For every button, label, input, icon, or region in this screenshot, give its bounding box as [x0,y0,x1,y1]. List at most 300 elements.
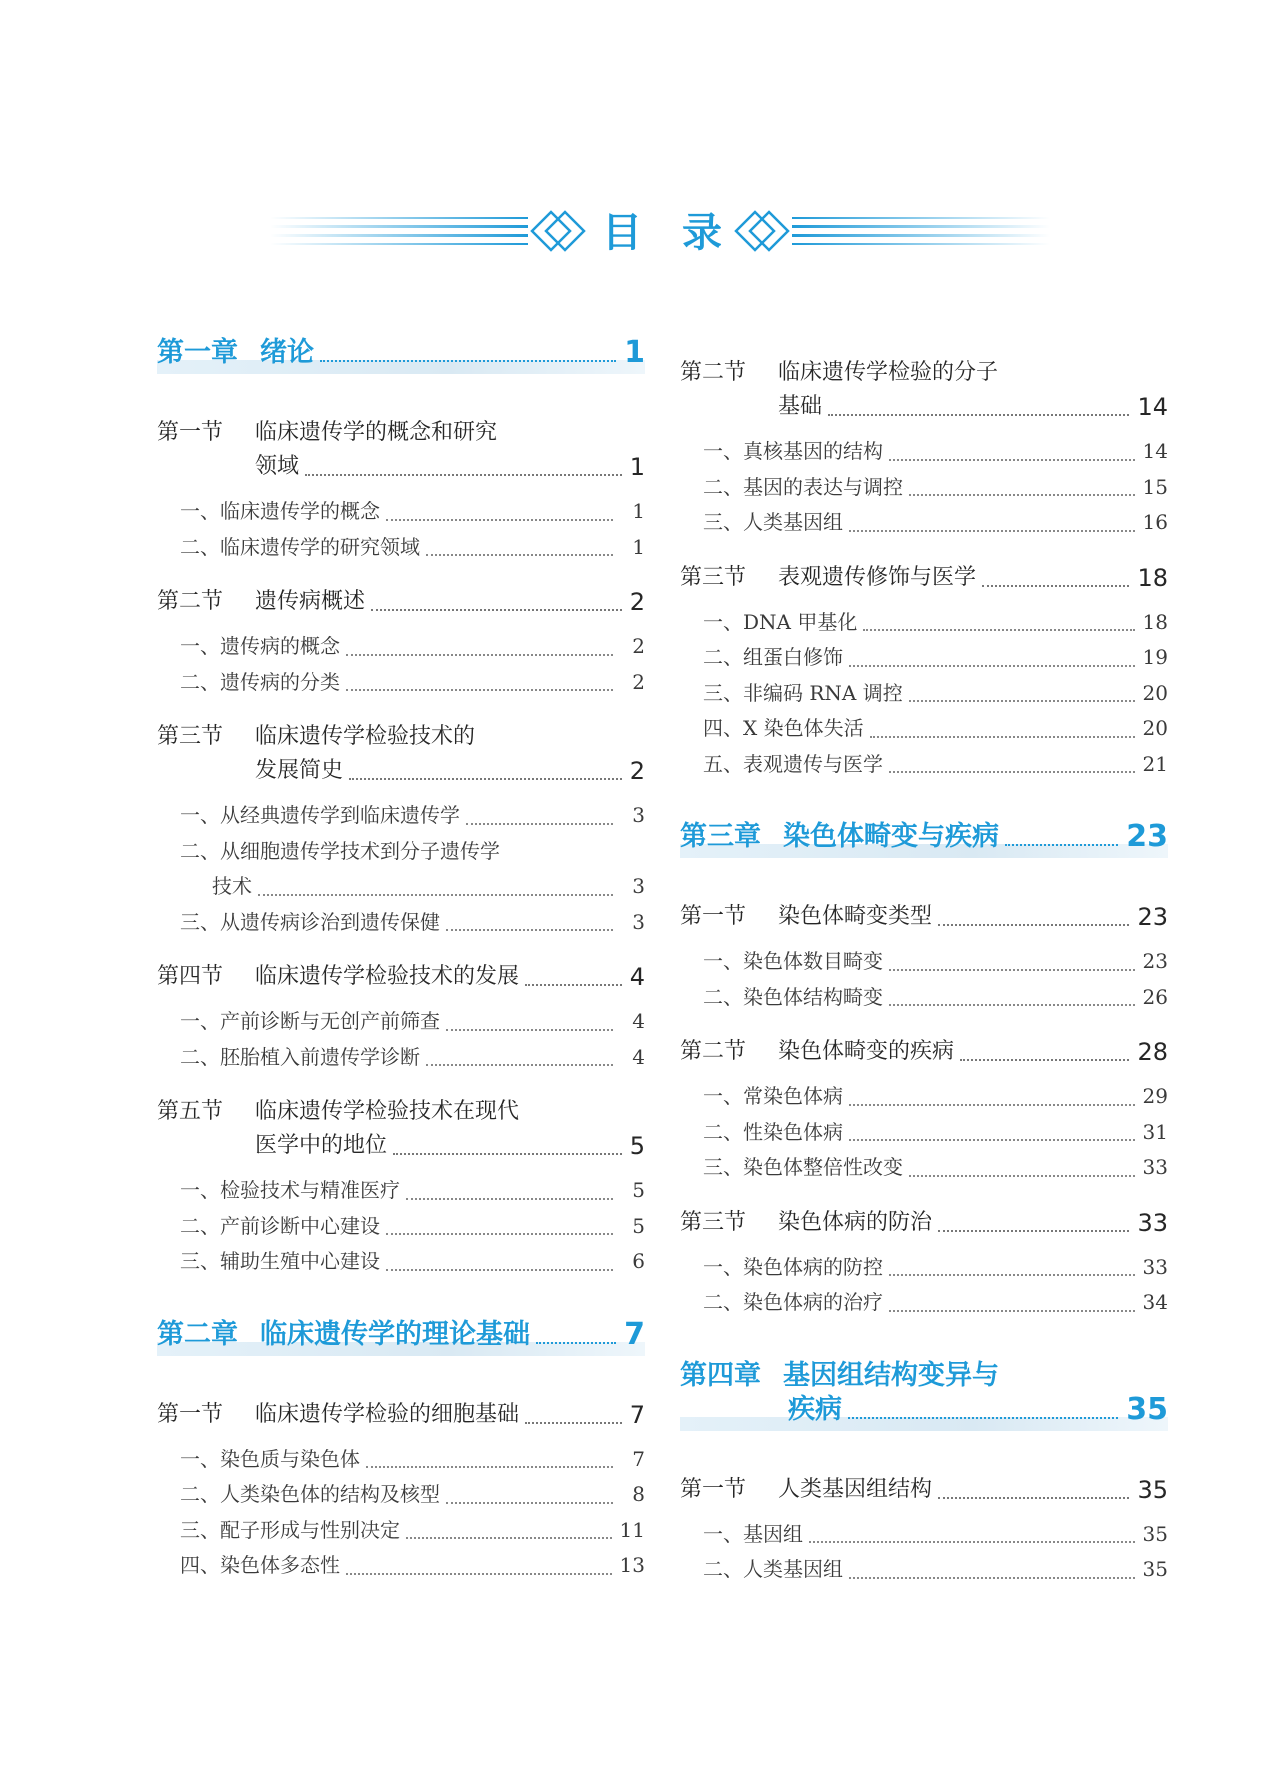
section-title [680,900,932,934]
section-number: 第一节 [157,420,224,445]
section-title [680,1473,932,1507]
subsection-row [703,1150,1168,1186]
subsection-entry[interactable] [703,1115,1168,1151]
chapter-title [788,1393,842,1427]
toc-left-column [157,336,645,1584]
dot-leader [889,771,1135,773]
subsection-entry[interactable] [180,1477,645,1513]
subsection-row [180,530,645,566]
section-entry [680,1473,1168,1507]
page-number: 7 [624,1316,645,1352]
chapter-title [680,820,999,854]
chapter-number: 第三章 [680,821,761,852]
subsection-entry[interactable] [180,494,645,530]
dot-leader [305,474,622,476]
subsection-entry[interactable] [703,505,1168,541]
subsection-title: 二、遗传病的分类 [180,669,340,694]
dot-leader [938,1230,1129,1232]
section-number: 第三节 [680,1209,747,1235]
subsection-entry[interactable] [180,798,645,834]
subsection-row [180,1548,645,1584]
dot-leader [889,1274,1135,1276]
dot-leader [446,929,613,931]
dot-leader [346,689,613,691]
subsection-row [703,1517,1168,1553]
subsection-title-line: 二、从细胞遗传学技术到分子遗传学 [180,838,500,863]
section-entry [680,390,1168,424]
dot-leader [870,736,1135,738]
page-number: 11 [619,1517,645,1542]
dot-leader [426,1064,613,1066]
subsection-entry[interactable] [180,530,645,566]
subsection-entry[interactable] [180,629,645,665]
dot-leader [889,1004,1135,1006]
page-number: 2 [629,588,645,616]
subsection-title: 二、人类染色体的结构及核型 [180,1482,440,1506]
subsection-title: 二、胚胎植入前遗传学诊断 [180,1044,420,1069]
subsection-list [680,1079,1168,1186]
section-title: 临床遗传学检验技术在现代 [255,1099,520,1124]
subsection-entry[interactable] [703,640,1168,676]
chapter-number: 第二章 [157,1318,238,1350]
left-rule-lines [270,217,528,245]
page-number: 3 [632,803,645,827]
subsection-entry[interactable] [180,1040,645,1076]
subsection-row [180,494,645,530]
page-number: 5 [629,1132,645,1160]
chapter-heading[interactable] [157,1318,645,1352]
subsection-title: 二、产前诊断中心建设 [180,1213,380,1238]
subsection-row [180,1244,645,1280]
subsection-title: 五、表观遗传与医学 [703,751,883,776]
page-number: 16 [1142,510,1168,534]
page-number: 23 [1126,819,1168,854]
page-number: 35 [1142,1557,1168,1581]
subsection-title: 一、检验技术与精准医疗 [180,1178,400,1202]
section-title-line [157,416,645,450]
section-heading[interactable] [157,1398,645,1432]
section-title [680,1035,954,1069]
section-title-line [680,356,1168,390]
subsection-title: 三、配子形成与性别决定 [180,1517,400,1542]
page-number: 2 [629,757,645,785]
section-heading[interactable] [157,960,645,994]
subsection-title: 二、染色体病的治疗 [703,1290,883,1314]
dot-leader [1005,844,1118,846]
section-entry [157,754,645,788]
subsection-row [703,1285,1168,1321]
subsection-entry[interactable] [180,1244,645,1280]
dot-leader [849,1577,1135,1579]
chapter-number: 第四章 [680,1359,761,1391]
chapter-title: 临床遗传学的理论基础 [260,1318,530,1350]
section-title: 人类基因组结构 [778,1476,933,1502]
section-heading[interactable] [157,416,645,484]
section-title [157,1398,519,1432]
dot-leader [320,360,616,362]
dot-leader [371,609,622,611]
chapter-title-line [680,1359,1168,1393]
dot-leader [863,629,1134,631]
dot-leader [466,823,613,825]
dot-leader [406,1537,612,1539]
page-number: 4 [632,1009,645,1033]
dot-leader [349,778,622,780]
chapter-title: 疾病 [788,1393,842,1425]
page-number: 23 [1137,903,1168,931]
section-heading[interactable] [680,1206,1168,1240]
dot-leader [849,665,1135,667]
subsection-entry[interactable] [703,1079,1168,1115]
section-entry [157,960,645,994]
dot-leader [849,1104,1135,1106]
subsection-entry[interactable] [180,1442,645,1478]
section-title [255,754,343,788]
subsection-entry[interactable] [703,1517,1168,1553]
subsection-title: 二、性染色体病 [703,1119,843,1144]
section-entry [680,1035,1168,1069]
subsection-title: 一、染色体病的防控 [703,1254,883,1279]
section-title: 基础 [778,394,823,419]
subsection-row [703,747,1168,783]
section-heading[interactable] [680,561,1168,595]
section-entry [680,900,1168,934]
subsection-row [180,905,645,941]
section-entry [157,585,645,619]
page-number: 5 [632,1178,645,1202]
dot-leader [909,494,1135,496]
subsection-entry[interactable] [180,905,645,941]
page-number: 23 [1142,949,1168,973]
section-heading[interactable] [680,1035,1168,1069]
page-title: 目 录 [602,210,722,256]
chapter-heading[interactable] [680,1359,1168,1427]
section-title: 领域 [255,454,300,479]
dot-leader [525,1422,622,1424]
subsection-title: 三、染色体整倍性改变 [703,1155,903,1179]
subsection-entry[interactable] [703,605,1168,641]
subsection-list [157,1442,645,1584]
subsection-title: 一、染色质与染色体 [180,1446,360,1471]
dot-leader [346,654,613,656]
subsection-title: 四、染色体多态性 [180,1553,340,1577]
page-number: 1 [624,335,645,370]
page-number: 35 [1142,1521,1168,1546]
subsection-list [680,1250,1168,1321]
subsection-row [180,869,645,905]
section-title: 表观遗传修饰与医学 [778,564,977,590]
subsection-title: 二、基因的表达与调控 [703,474,903,499]
subsection-title: 三、非编码 RNA 调控 [703,680,903,705]
subsection-row [703,1079,1168,1115]
section-number: 第四节 [157,964,224,989]
page-number: 19 [1142,645,1168,669]
title-ornament [270,195,1050,265]
section-number: 第一节 [157,1401,224,1427]
section-number: 第一节 [680,1476,747,1502]
dot-leader [938,1497,1129,1499]
subsection-entry[interactable] [703,944,1168,980]
section-title: 临床遗传学检验技术的发展 [255,964,520,989]
chapter-number: 第一章 [157,337,238,368]
dot-leader [982,585,1129,587]
dot-leader [393,1153,622,1155]
page-number: 5 [632,1213,645,1238]
section-title [255,1129,387,1163]
subsection-title: 技术 [212,874,252,898]
subsection-entry[interactable] [703,980,1168,1016]
dot-leader [366,1466,613,1468]
subsection-entry[interactable] [703,747,1168,783]
section-heading[interactable] [157,1095,645,1163]
subsection-title: 二、染色体结构畸变 [703,984,883,1009]
section-title: 临床遗传学检验技术的 [255,724,476,749]
subsection-title: 一、DNA 甲基化 [703,609,858,634]
dot-leader [536,1342,616,1344]
subsection-title: 一、基因组 [703,1521,803,1546]
subsection-title: 二、组蛋白修饰 [703,645,843,669]
subsection-title: 四、X 染色体失活 [703,716,864,740]
section-entry [680,561,1168,595]
section-title [157,960,519,994]
subsection-row [180,1209,645,1245]
section-title-line [157,720,645,754]
page-number: 20 [1142,680,1168,705]
subsection-row [180,798,645,834]
dot-leader [909,700,1135,702]
page-number: 4 [632,1044,645,1069]
subsection-row [703,434,1168,470]
dot-leader [848,1417,1118,1419]
dot-leader [828,414,1129,416]
subsection-row [180,1442,645,1478]
subsection-list [157,798,645,940]
chapter-title [157,1318,530,1352]
page-number: 4 [629,963,645,991]
dot-leader [938,924,1129,926]
subsection-title: 一、产前诊断与无创产前筛查 [180,1009,440,1033]
section-title [255,450,299,484]
dot-leader [426,554,613,556]
chapter-entry [680,1393,1168,1427]
subsection-row [703,1552,1168,1588]
section-title: 医学中的地位 [255,1133,388,1158]
left-diamond-icon [532,212,584,250]
page-number: 1 [632,499,645,523]
dot-leader [889,459,1135,461]
section-number: 第一节 [680,904,747,929]
subsection-entry[interactable] [180,834,645,905]
subsection-entry[interactable] [703,470,1168,506]
page-number: 33 [1137,1208,1168,1237]
subsection-list [680,434,1168,541]
page-number: 21 [1142,751,1168,776]
section-title: 染色体畸变类型 [778,904,933,929]
subsection-entry[interactable] [703,711,1168,747]
page-number: 34 [1142,1290,1168,1314]
subsection-row [180,1040,645,1076]
dot-leader [258,894,613,896]
subsection-row [180,629,645,665]
subsection-entry[interactable] [180,1173,645,1209]
dot-leader [525,984,622,986]
dot-leader [386,1233,613,1235]
chapter-entry [157,1318,645,1352]
subsection-title: 一、遗传病的概念 [180,634,340,658]
dot-leader [809,1541,1135,1543]
subsection-entry[interactable] [703,434,1168,470]
subsection-row [703,1250,1168,1286]
right-rule-lines [792,217,1050,245]
subsection-list [157,1004,645,1075]
subsection-row [703,944,1168,980]
page-number: 20 [1142,716,1168,740]
subsection-title: 一、真核基因的结构 [703,439,883,463]
chapter-heading[interactable] [157,336,645,370]
page-number: 15 [1142,474,1168,499]
page-number: 2 [632,634,645,658]
section-number: 第五节 [157,1099,224,1124]
section-number: 第二节 [157,589,224,614]
section-number: 第二节 [680,1039,747,1064]
page-number: 7 [629,1400,645,1429]
page-number: 6 [632,1249,645,1273]
section-title [157,585,365,619]
section-entry [157,1398,645,1432]
section-title: 临床遗传学检验的细胞基础 [255,1401,520,1427]
subsection-row [703,980,1168,1016]
dot-leader [849,530,1135,532]
dot-leader [909,1175,1135,1177]
subsection-row [703,505,1168,541]
page-number: 35 [1137,1475,1168,1504]
section-entry [157,1129,645,1163]
dot-leader [386,519,613,521]
subsection-list [157,629,645,700]
dot-leader [889,969,1135,971]
dot-leader [386,1269,613,1271]
subsection-row [703,605,1168,641]
subsection-row [703,1115,1168,1151]
chapter-title: 基因组结构变异与 [783,1359,999,1391]
subsection-title: 二、人类基因组 [703,1557,843,1581]
page-number: 33 [1142,1155,1168,1179]
subsection-title: 一、染色体数目畸变 [703,949,883,973]
page-number: 14 [1142,439,1168,463]
subsection-list [680,605,1168,783]
page-number: 14 [1137,393,1168,421]
dot-leader [889,1310,1135,1312]
subsection-entry[interactable] [180,665,645,701]
page-number: 18 [1142,609,1168,634]
subsection-entry[interactable] [180,1209,645,1245]
page-number: 31 [1142,1119,1168,1144]
chapter-title [157,336,314,370]
section-heading[interactable] [157,585,645,619]
subsection-title: 二、临床遗传学的研究领域 [180,534,420,559]
subsection-entry[interactable] [180,1513,645,1549]
section-title: 遗传病概述 [255,589,366,614]
toc-right-column [680,336,1168,1588]
subsection-row [703,711,1168,747]
page-number: 7 [632,1446,645,1471]
subsection-title: 一、从经典遗传学到临床遗传学 [180,803,460,827]
subsection-title: 一、常染色体病 [703,1084,843,1108]
section-number: 第三节 [680,564,747,590]
dot-leader [849,1139,1135,1141]
page-number: 28 [1137,1038,1168,1066]
section-number: 第三节 [157,724,224,749]
subsection-list [157,494,645,565]
subsection-row [180,1173,645,1209]
section-title [680,1206,932,1240]
page-number: 3 [632,909,645,934]
section-heading[interactable] [157,720,645,788]
subsection-entry[interactable] [703,1150,1168,1186]
section-heading[interactable] [680,900,1168,934]
page-number: 1 [629,453,645,481]
subsection-title: 一、临床遗传学的概念 [180,499,380,523]
right-diamond-icon [736,212,788,250]
subsection-entry[interactable] [703,1552,1168,1588]
chapter-entry [680,820,1168,854]
page-number: 33 [1142,1254,1168,1279]
subsection-row [703,470,1168,506]
section-title: 染色体畸变的疾病 [778,1039,955,1064]
subsection-row [180,1004,645,1040]
subsection-row [180,665,645,701]
section-heading[interactable] [680,1473,1168,1507]
subsection-entry[interactable] [180,1004,645,1040]
subsection-row [180,1513,645,1549]
subsection-entry[interactable] [703,1285,1168,1321]
section-heading[interactable] [680,356,1168,424]
subsection-title: 三、人类基因组 [703,510,843,534]
page-number: 8 [632,1482,645,1506]
page-number: 18 [1137,563,1168,592]
section-title: 发展简史 [255,758,344,783]
subsection-entry[interactable] [180,1548,645,1584]
section-title [680,561,976,595]
dot-leader [960,1059,1129,1061]
subsection-list [680,944,1168,1015]
subsection-entry[interactable] [703,1250,1168,1286]
subsection-title: 三、辅助生殖中心建设 [180,1249,380,1273]
chapter-heading[interactable] [680,820,1168,854]
section-title: 染色体病的防治 [778,1209,933,1235]
page-number: 3 [632,874,645,898]
page-number: 26 [1142,984,1168,1009]
subsection-entry[interactable] [703,676,1168,712]
dot-leader [446,1029,613,1031]
section-title: 临床遗传学检验的分子 [778,360,999,385]
subsection-title: 三、从遗传病诊治到遗传保健 [180,909,440,934]
section-entry [157,450,645,484]
section-entry [680,1206,1168,1240]
section-number: 第二节 [680,360,747,385]
subsection-row [703,676,1168,712]
subsection-list [157,1173,645,1280]
subsection-list [680,1517,1168,1588]
page-number: 29 [1142,1084,1168,1108]
subsection-row [703,640,1168,676]
chapter-title: 绪论 [260,337,314,368]
dot-leader [406,1198,613,1200]
dot-leader [446,1502,613,1504]
chapter-title: 染色体畸变与疾病 [783,821,999,852]
page-number: 2 [632,669,645,694]
section-title [778,390,822,424]
